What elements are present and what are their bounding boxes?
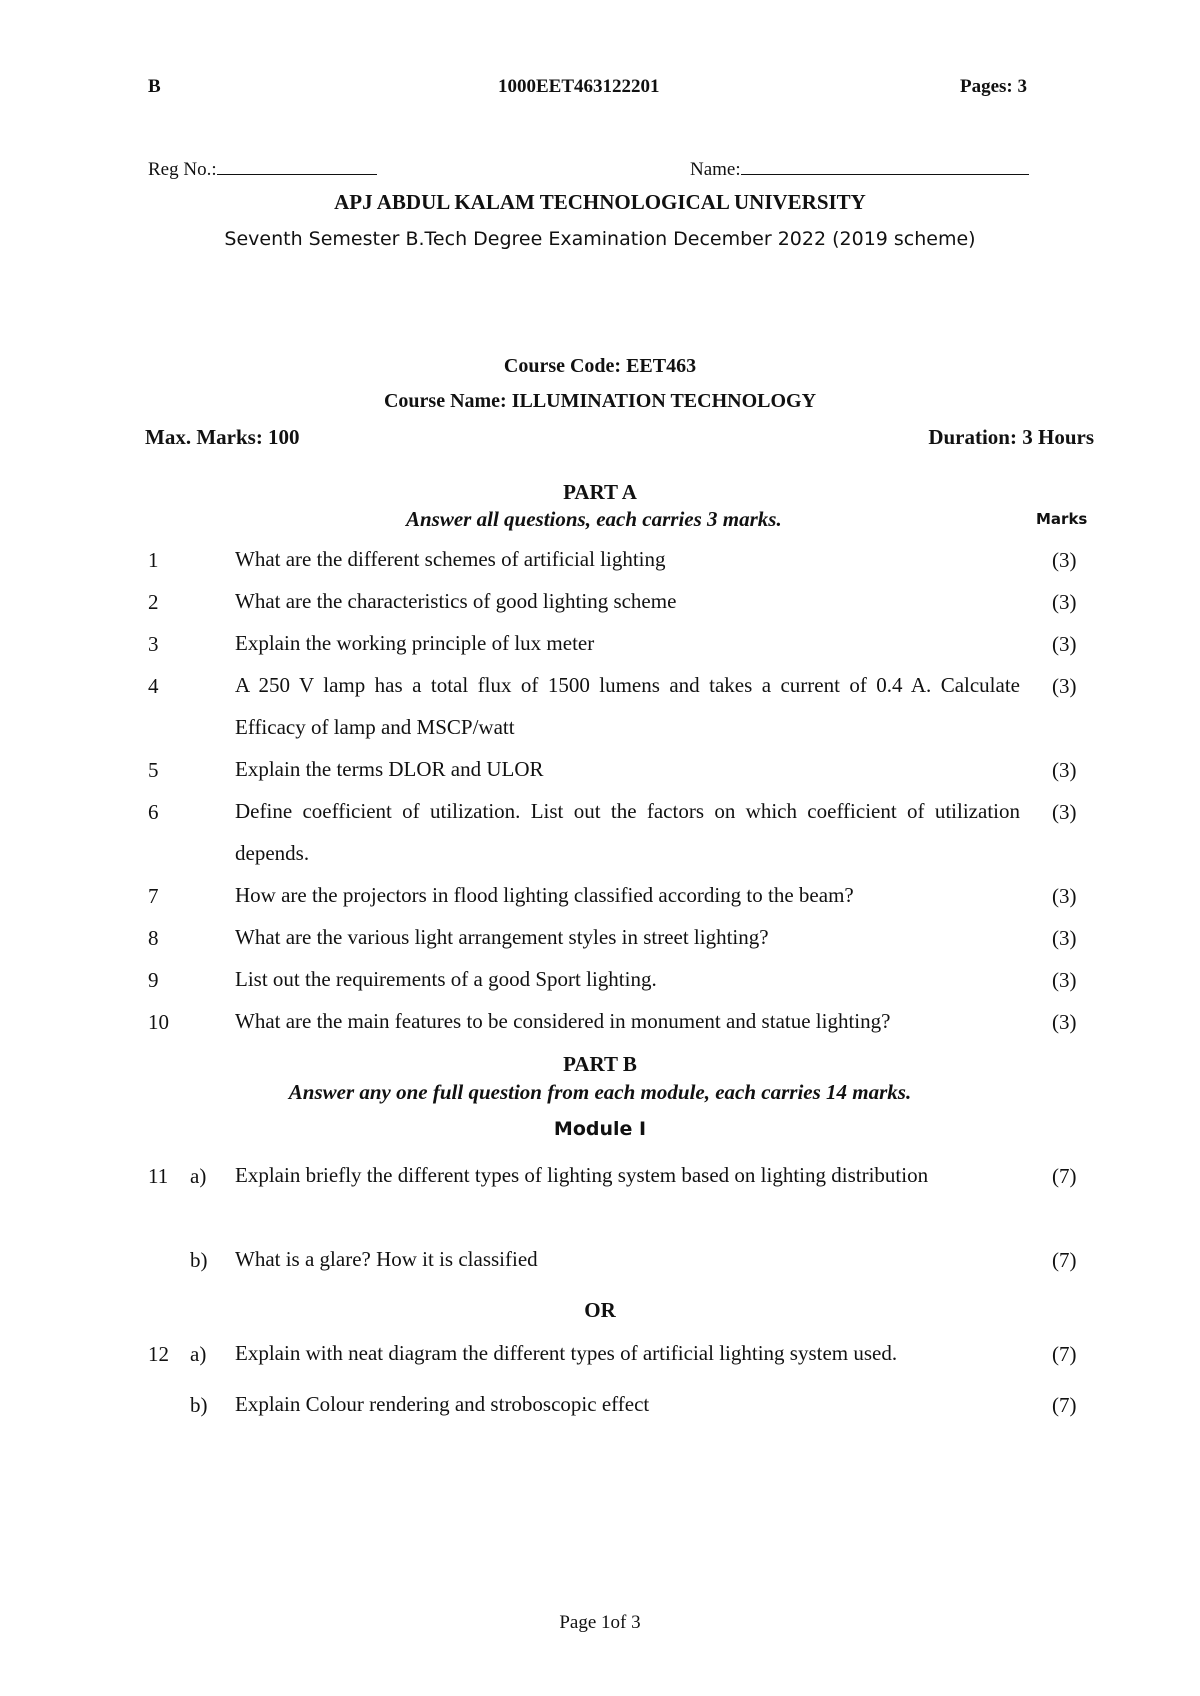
- question-marks: (3): [1052, 590, 1077, 614]
- question-marks: (7): [1052, 1342, 1077, 1366]
- question-text: Explain with neat diagram the different types of artificial lighting system used.: [235, 1341, 898, 1365]
- paper-code: 1000EET463122201: [498, 76, 660, 97]
- question-number: 8: [148, 926, 159, 950]
- question-marks: (3): [1052, 884, 1077, 908]
- question-text: Explain briefly the different types of lighting system based on lighting distribution: [235, 1163, 929, 1187]
- question-number: 6: [148, 800, 159, 824]
- course-name: Course Name: ILLUMINATION TECHNOLOGY: [383, 390, 817, 412]
- question-text: What are the various light arrangement styles in street lighting?: [235, 925, 769, 949]
- question-text: Explain the terms DLOR and ULOR: [235, 757, 544, 781]
- question-number: 9: [148, 968, 159, 992]
- question-number: 4: [148, 674, 159, 698]
- question-number: 2: [148, 590, 159, 614]
- part-b-instruction: Answer any one full question from each module, each carries 14 marks.: [288, 1080, 912, 1104]
- question-part-label: b): [190, 1393, 208, 1417]
- question-part-label: b): [190, 1248, 208, 1272]
- question-text: What are the characteristics of good lighting scheme: [235, 589, 677, 613]
- page-footer: Page 1of 3: [559, 1612, 641, 1633]
- question-text: What is a glare? How it is classified: [235, 1247, 538, 1271]
- part-b-title: PART B: [563, 1052, 637, 1076]
- reg-no-field: [148, 156, 377, 181]
- question-marks: (3): [1052, 758, 1077, 782]
- or-separator: OR: [584, 1298, 616, 1322]
- question-part-label: a): [190, 1342, 207, 1366]
- question-number: 10: [148, 1010, 169, 1034]
- max-marks: Max. Marks: 100: [145, 425, 300, 449]
- question-marks: (3): [1052, 674, 1077, 698]
- part-a-title: PART A: [563, 480, 637, 504]
- university-name: APJ ABDUL KALAM TECHNOLOGICAL UNIVERSITY: [334, 190, 866, 214]
- question-marks: (3): [1052, 800, 1077, 824]
- reg-no-label: Reg No.:: [148, 159, 217, 180]
- question-number: 1: [148, 548, 159, 572]
- question-text: Define coefficient of utilization. List out the factors on which coefficient of utilization depends.: [235, 799, 1020, 865]
- question-marks: (3): [1052, 632, 1077, 656]
- question-number: 7: [148, 884, 159, 908]
- module-title: Module I: [553, 1118, 647, 1140]
- question-part-label: a): [190, 1164, 207, 1188]
- question-marks: (7): [1052, 1393, 1077, 1417]
- question-number: 11: [148, 1164, 169, 1188]
- question-text: What are the different schemes of artificial lighting: [235, 547, 666, 571]
- question-marks: (3): [1052, 926, 1077, 950]
- name-field: [690, 156, 1029, 181]
- part-a-instruction: Answer all questions, each carries 3 marks.: [406, 507, 782, 531]
- reg-no-line: [217, 156, 377, 175]
- question-text: What are the main features to be considered in monument and statue lighting?: [235, 1009, 891, 1033]
- page-count: Pages: 3: [960, 76, 1028, 97]
- question-text: How are the projectors in flood lighting classified according to the beam?: [235, 883, 854, 907]
- question-marks: (7): [1052, 1164, 1077, 1188]
- question-number: 3: [148, 632, 159, 656]
- question-text: A 250 V lamp has a total flux of 1500 lumens and takes a current of 0.4 A. Calculate Efficacy of lamp and MSCP/watt: [235, 673, 1020, 739]
- question-marks: (3): [1052, 1010, 1077, 1034]
- question-marks: (3): [1052, 968, 1077, 992]
- course-code: Course Code: EET463: [503, 355, 697, 377]
- question-number: 12: [148, 1342, 169, 1366]
- question-text: Explain Colour rendering and stroboscopic effect: [235, 1392, 650, 1416]
- question-text: List out the requirements of a good Sport lighting.: [235, 967, 657, 991]
- question-text: Explain the working principle of lux meter: [235, 631, 595, 655]
- question-number: 5: [148, 758, 159, 782]
- name-line: [741, 156, 1029, 175]
- paper-series: B: [148, 76, 161, 97]
- name-label: Name:: [690, 159, 741, 180]
- question-marks: (7): [1052, 1248, 1077, 1272]
- marks-column-header: Marks: [1036, 510, 1088, 528]
- question-marks: (3): [1052, 548, 1077, 572]
- duration: Duration: 3 Hours: [928, 425, 1094, 449]
- exam-title: Seventh Semester B.Tech Degree Examination December 2022 (2019 scheme): [224, 228, 976, 250]
